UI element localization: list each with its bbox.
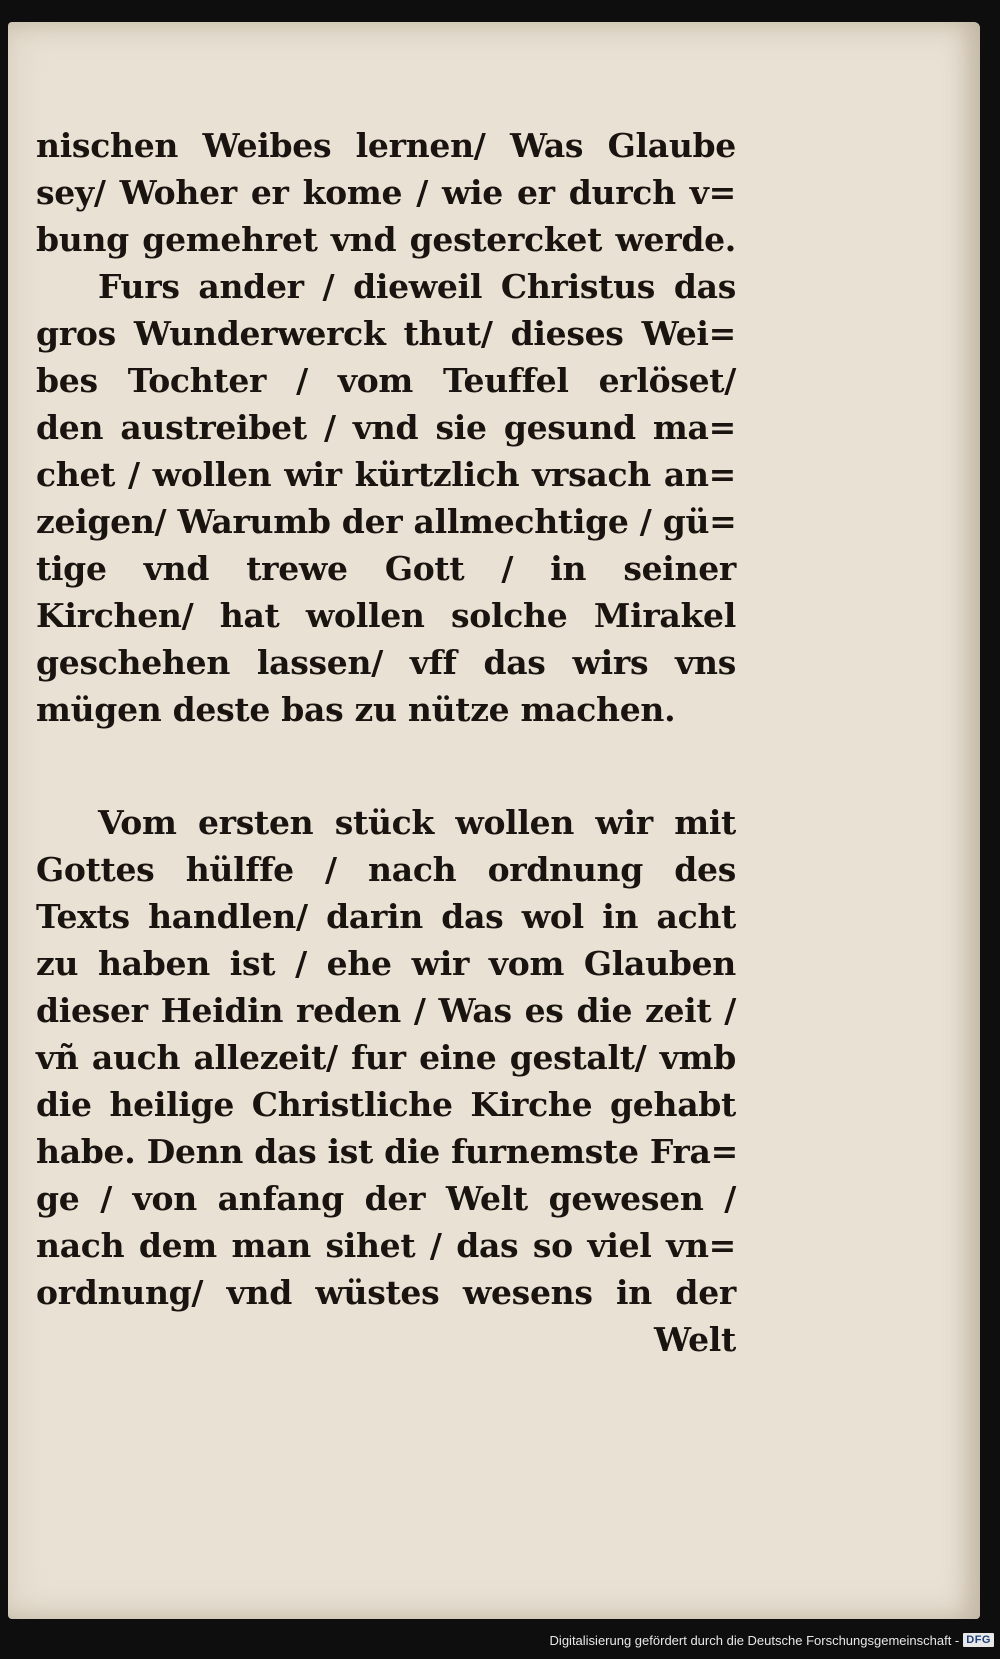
text-line: gros Wunderwerck thut/ dieses Wei= — [36, 314, 736, 353]
text-line: geschehen lassen/ vff das wirs vns — [36, 643, 736, 682]
text-line: mügen deste bas zu nütze machen. — [36, 690, 676, 729]
text-line: Kirchen/ hat wollen solche Mirakel — [36, 596, 736, 635]
text-line: bes Tochter / vom Teuffel erlöset/ — [36, 361, 736, 400]
text-line: bung gemehret vnd gestercket werde. — [36, 220, 736, 259]
body-text — [36, 122, 736, 1363]
text-line: chet / wollen wir kürtzlich vrsach an= — [36, 455, 736, 494]
paragraph-gap — [36, 733, 736, 799]
text-line: ge / von anfang der Welt gewesen / — [36, 1179, 736, 1218]
text-line: die heilige Christliche Kirche gehabt — [36, 1085, 736, 1124]
dfg-logo-icon: DFG — [963, 1633, 994, 1647]
text-line: dieser Heidin reden / Was es die zeit / — [36, 991, 736, 1030]
text-line: nach dem man sihet / das so viel vn= — [36, 1226, 736, 1265]
text-line: Gottes hülffe / nach ordnung des — [36, 850, 736, 889]
text-line: Vom ersten stück wollen wir mit — [98, 803, 736, 842]
text-line: Texts handlen/ darin das wol in acht — [36, 897, 736, 936]
text-line: zeigen/ Warumb der allmechtige / gü= — [36, 502, 737, 541]
text-line: ordnung/ vnd wüstes wesens in der — [36, 1273, 736, 1312]
funding-credit: Digitalisierung gefördert durch die Deutsche Forschungsgemeinschaft - — [549, 1632, 960, 1648]
text-line: Furs ander / dieweil Christus das — [98, 267, 736, 306]
text-line: den austreibet / vnd sie gesund ma= — [36, 408, 736, 447]
book-page — [8, 22, 980, 1619]
text-line: tige vnd trewe Gott / in seiner — [36, 549, 736, 588]
text-line: sey/ Woher er kome / wie er durch v= — [36, 173, 736, 212]
digitization-footer — [550, 1625, 994, 1655]
text-line: vñ auch allezeit/ fur eine gestalt/ vmb — [36, 1038, 736, 1077]
text-line: habe. Denn das ist die furnemste Fra= — [36, 1132, 738, 1171]
catchword: Welt — [654, 1320, 736, 1359]
text-line: zu haben ist / ehe wir vom Glauben — [36, 944, 736, 983]
text-line: nischen Weibes lernen/ Was Glaube — [36, 126, 736, 165]
